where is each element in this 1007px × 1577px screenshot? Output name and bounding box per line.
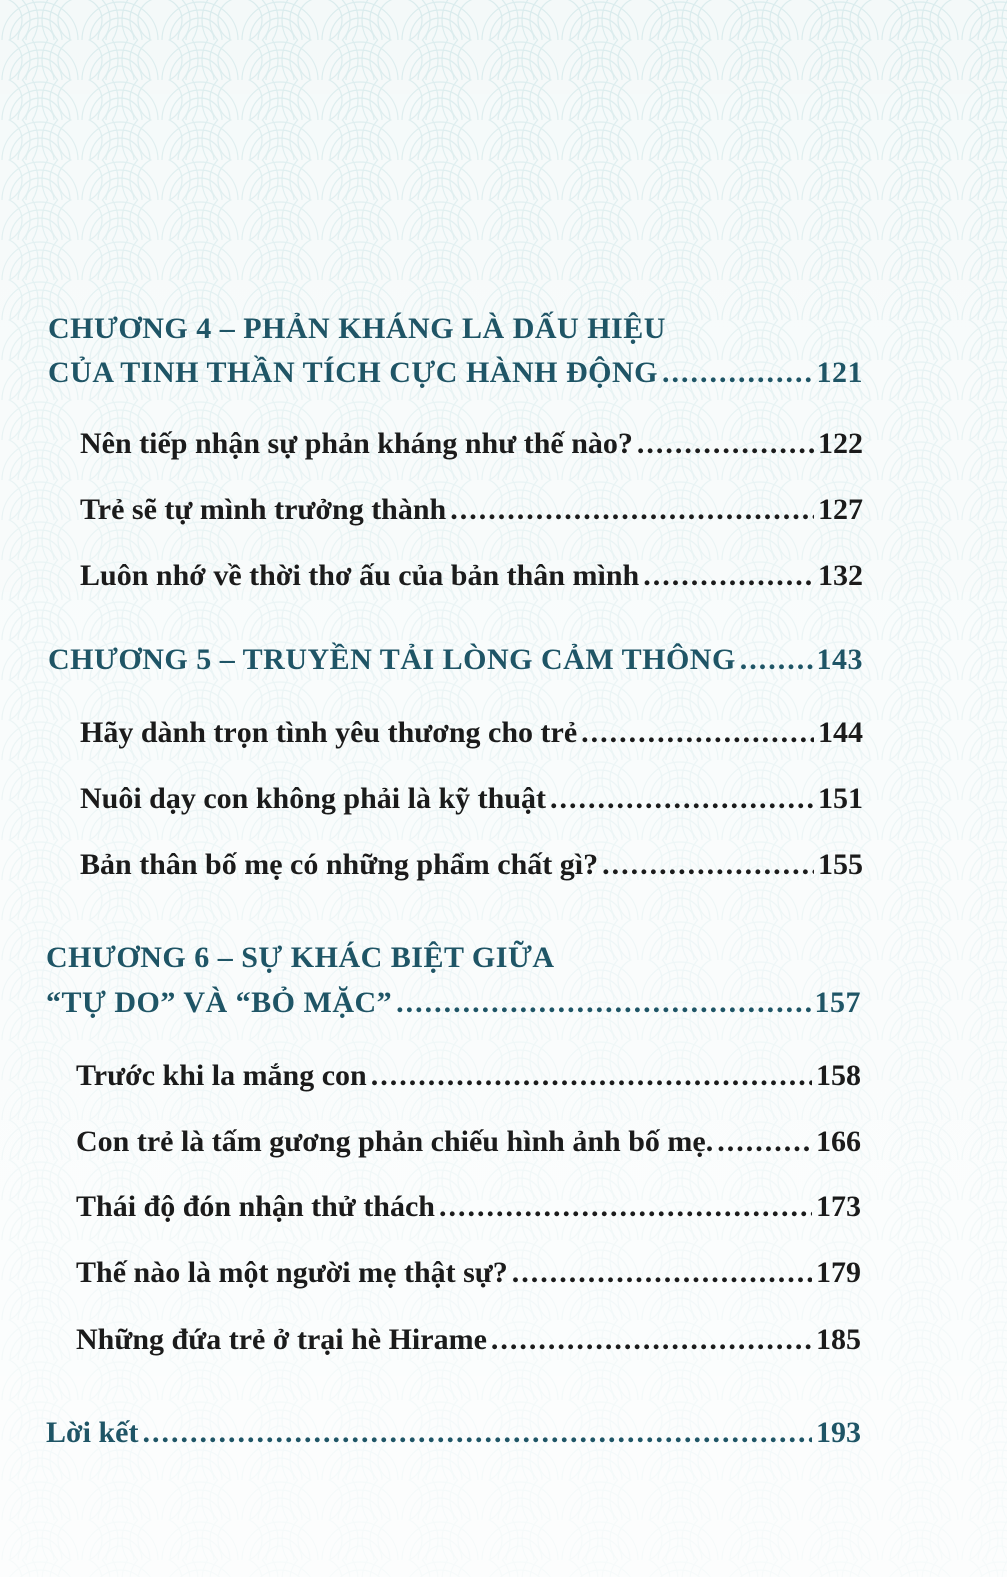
section-title: Con trẻ là tấm gương phản chiếu hình ảnh bố mẹ.: [76, 1125, 714, 1158]
page-number: 121: [816, 356, 863, 389]
dot-leader: [643, 559, 814, 593]
chapter-4-title-line-1: CHƯƠNG 4 – PHẢN KHÁNG LÀ DẤU HIỆU: [48, 312, 666, 345]
section-title: Nuôi dạy con không phải là kỹ thuật: [80, 782, 546, 815]
chapter-6-title-line-1: CHƯƠNG 6 – SỰ KHÁC BIỆT GIỮA: [46, 941, 555, 974]
dot-leader: [581, 716, 814, 750]
page-number: 173: [816, 1190, 861, 1223]
page-number: 158: [816, 1059, 861, 1092]
page-number: 179: [816, 1256, 861, 1289]
section-entry[interactable]: [76, 1059, 861, 1093]
section-entry[interactable]: [76, 1190, 861, 1224]
dot-leader: [662, 356, 813, 390]
chapter-4-title-line-2: CỦA TINH THẦN TÍCH CỰC HÀNH ĐỘNG: [48, 356, 658, 389]
chapter-6-title-line-2: “TỰ DO” VÀ “BỎ MẶC”: [46, 986, 393, 1019]
dot-leader: [717, 1125, 812, 1159]
dot-leader: [450, 493, 814, 527]
page-number: 122: [818, 427, 863, 460]
epilogue-entry[interactable]: [46, 1416, 861, 1450]
section-title: Bản thân bố mẹ có những phẩm chất gì?: [80, 848, 599, 881]
page-number: 185: [816, 1323, 861, 1356]
dot-leader: [142, 1416, 812, 1450]
chapter-5-title: CHƯƠNG 5 – TRUYỀN TẢI LÒNG CẢM THÔNG: [48, 643, 736, 676]
section-entry[interactable]: [76, 1323, 861, 1357]
section-title: Thái độ đón nhận thử thách: [76, 1190, 435, 1223]
dot-leader: [491, 1323, 812, 1357]
section-entry[interactable]: [80, 848, 863, 882]
section-entry[interactable]: [80, 559, 863, 593]
page-number: 151: [818, 782, 863, 815]
epilogue-title: Lời kết: [46, 1416, 139, 1449]
section-title: Thế nào là một người mẹ thật sự?: [76, 1256, 508, 1289]
section-entry[interactable]: [80, 716, 863, 750]
section-title: Luôn nhớ về thời thơ ấu của bản thân mình: [80, 559, 640, 592]
page-number: 166: [816, 1125, 861, 1158]
chapter-4-entry[interactable]: [48, 356, 863, 390]
dot-leader: [740, 643, 813, 677]
dot-leader: [602, 848, 814, 882]
section-title: Nên tiếp nhận sự phản kháng như thế nào?: [80, 427, 633, 460]
chapter-6-entry[interactable]: [46, 986, 861, 1020]
page-number: 127: [818, 493, 863, 526]
section-entry[interactable]: [76, 1125, 861, 1159]
page-number: 143: [816, 643, 863, 676]
chapter-5-entry[interactable]: [48, 643, 863, 677]
section-entry[interactable]: [80, 427, 863, 461]
page-number: 193: [816, 1416, 861, 1449]
section-title: Trẻ sẽ tự mình trưởng thành: [80, 493, 447, 526]
page-number: 132: [818, 559, 863, 592]
dot-leader: [512, 1256, 812, 1290]
dot-leader: [550, 782, 814, 816]
page-number: 155: [818, 848, 863, 881]
dot-leader: [637, 427, 814, 461]
section-entry[interactable]: [80, 493, 863, 527]
dot-leader: [396, 986, 810, 1020]
section-title: Những đứa trẻ ở trại hè Hirame: [76, 1323, 487, 1356]
dot-leader: [371, 1059, 812, 1093]
section-entry[interactable]: [80, 782, 863, 816]
section-title: Hãy dành trọn tình yêu thương cho trẻ: [80, 716, 578, 749]
section-entry[interactable]: [76, 1256, 861, 1290]
page-number: 157: [814, 986, 861, 1019]
section-title: Trước khi la mắng con: [76, 1059, 367, 1092]
page-number: 144: [818, 716, 863, 749]
dot-leader: [439, 1190, 812, 1224]
